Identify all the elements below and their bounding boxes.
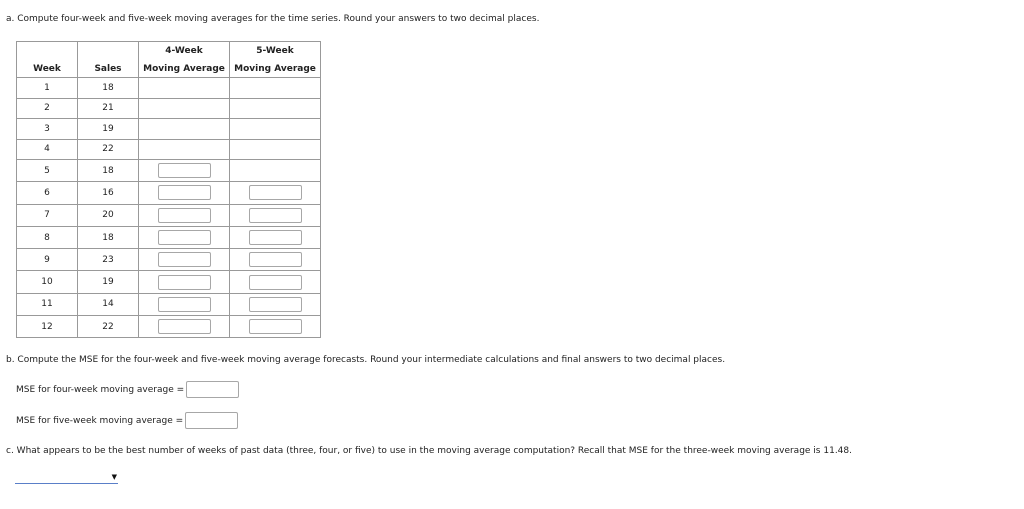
five-week-cell-empty [230,139,321,160]
five-week-header-line2: Moving Average [230,60,321,78]
five-week-ma-input-week-7[interactable] [249,208,302,223]
week-cell: 2 [17,98,78,119]
five-week-header-line1: 5-Week [230,42,321,61]
moving-average-table [16,41,321,338]
five-week-cell-empty [230,119,321,140]
five-week-cell [230,249,321,271]
four-week-header-line1: 4-Week [139,42,230,61]
sales-header: Sales [78,60,139,78]
sales-cell: 19 [78,271,139,293]
week-cell: 4 [17,139,78,160]
five-week-ma-input-week-8[interactable] [249,230,302,245]
five-week-cell [230,293,321,315]
table-row [17,226,321,248]
table-row [17,160,321,182]
four-week-ma-input-week-12[interactable] [158,319,211,334]
four-week-ma-input-week-9[interactable] [158,252,211,267]
mse-five-week-input[interactable] [185,412,238,429]
question-a-text: a. Compute four-week and five-week moving averages for the time series. Round your answers to two decimal places. [6,14,540,24]
question-b-text: b. Compute the MSE for the four-week and five-week moving average forecasts. Round your intermediate calculations and final answers to two decimal places. [6,355,726,365]
five-week-ma-input-week-12[interactable] [249,319,302,334]
sales-cell: 14 [78,293,139,315]
four-week-header-line2: Moving Average [139,60,230,78]
four-week-cell [139,204,230,226]
four-week-ma-input-week-7[interactable] [158,208,211,223]
week-cell: 9 [17,249,78,271]
week-cell: 11 [17,293,78,315]
sales-cell: 22 [78,139,139,160]
four-week-cell-empty [139,78,230,99]
mse-four-week-label: MSE for four-week moving average = [16,384,185,395]
four-week-cell [139,226,230,248]
four-week-ma-input-week-6[interactable] [158,185,211,200]
week-header: Week [17,60,78,78]
table-row [17,271,321,293]
five-week-ma-input-week-10[interactable] [249,275,302,290]
five-week-cell [230,316,321,338]
five-week-ma-input-week-11[interactable] [249,297,302,312]
table-row [17,293,321,315]
sales-cell: 22 [78,316,139,338]
five-week-ma-input-week-9[interactable] [249,252,302,267]
sales-cell: 18 [78,78,139,99]
week-cell: 1 [17,78,78,99]
four-week-cell [139,182,230,204]
question-c-text: c. What appears to be the best number of weeks of past data (three, four, or five) to use in the moving average computation? Recall that MSE for the three-week moving average is 11.48. [6,446,852,456]
week-cell: 12 [17,316,78,338]
sales-cell: 20 [78,204,139,226]
four-week-cell [139,271,230,293]
sales-cell: 16 [78,182,139,204]
five-week-cell [230,226,321,248]
four-week-cell-empty [139,119,230,140]
sales-cell: 21 [78,98,139,119]
table-row [17,316,321,338]
table-row [17,249,321,271]
table-row [17,139,321,160]
sales-header-spacer [78,42,139,61]
four-week-cell-empty [139,139,230,160]
four-week-cell-empty [139,98,230,119]
week-cell: 8 [17,226,78,248]
week-cell: 7 [17,204,78,226]
four-week-cell [139,249,230,271]
week-header-spacer [17,42,78,61]
sales-cell: 23 [78,249,139,271]
week-cell: 3 [17,119,78,140]
table-row [17,78,321,99]
four-week-ma-input-week-10[interactable] [158,275,211,290]
week-cell: 6 [17,182,78,204]
mse-five-week-row [16,412,238,429]
caret-down-icon: ▼ [111,473,117,481]
table-row [17,98,321,119]
mse-four-week-row [16,381,239,398]
five-week-cell [230,182,321,204]
best-weeks-dropdown[interactable] [15,471,118,484]
week-cell: 10 [17,271,78,293]
four-week-ma-input-week-8[interactable] [158,230,211,245]
five-week-cell [230,271,321,293]
sales-cell: 18 [78,160,139,182]
table-row [17,204,321,226]
table-row [17,119,321,140]
table-row [17,182,321,204]
four-week-ma-input-week-11[interactable] [158,297,211,312]
mse-four-week-input[interactable] [186,381,239,398]
five-week-cell-empty [230,160,321,182]
five-week-cell-empty [230,98,321,119]
five-week-cell-empty [230,78,321,99]
mse-five-week-label: MSE for five-week moving average = [16,415,184,426]
five-week-ma-input-week-6[interactable] [249,185,302,200]
four-week-ma-input-week-5[interactable] [158,163,211,178]
five-week-cell [230,204,321,226]
week-cell: 5 [17,160,78,182]
sales-cell: 18 [78,226,139,248]
four-week-cell [139,160,230,182]
sales-cell: 19 [78,119,139,140]
four-week-cell [139,316,230,338]
four-week-cell [139,293,230,315]
